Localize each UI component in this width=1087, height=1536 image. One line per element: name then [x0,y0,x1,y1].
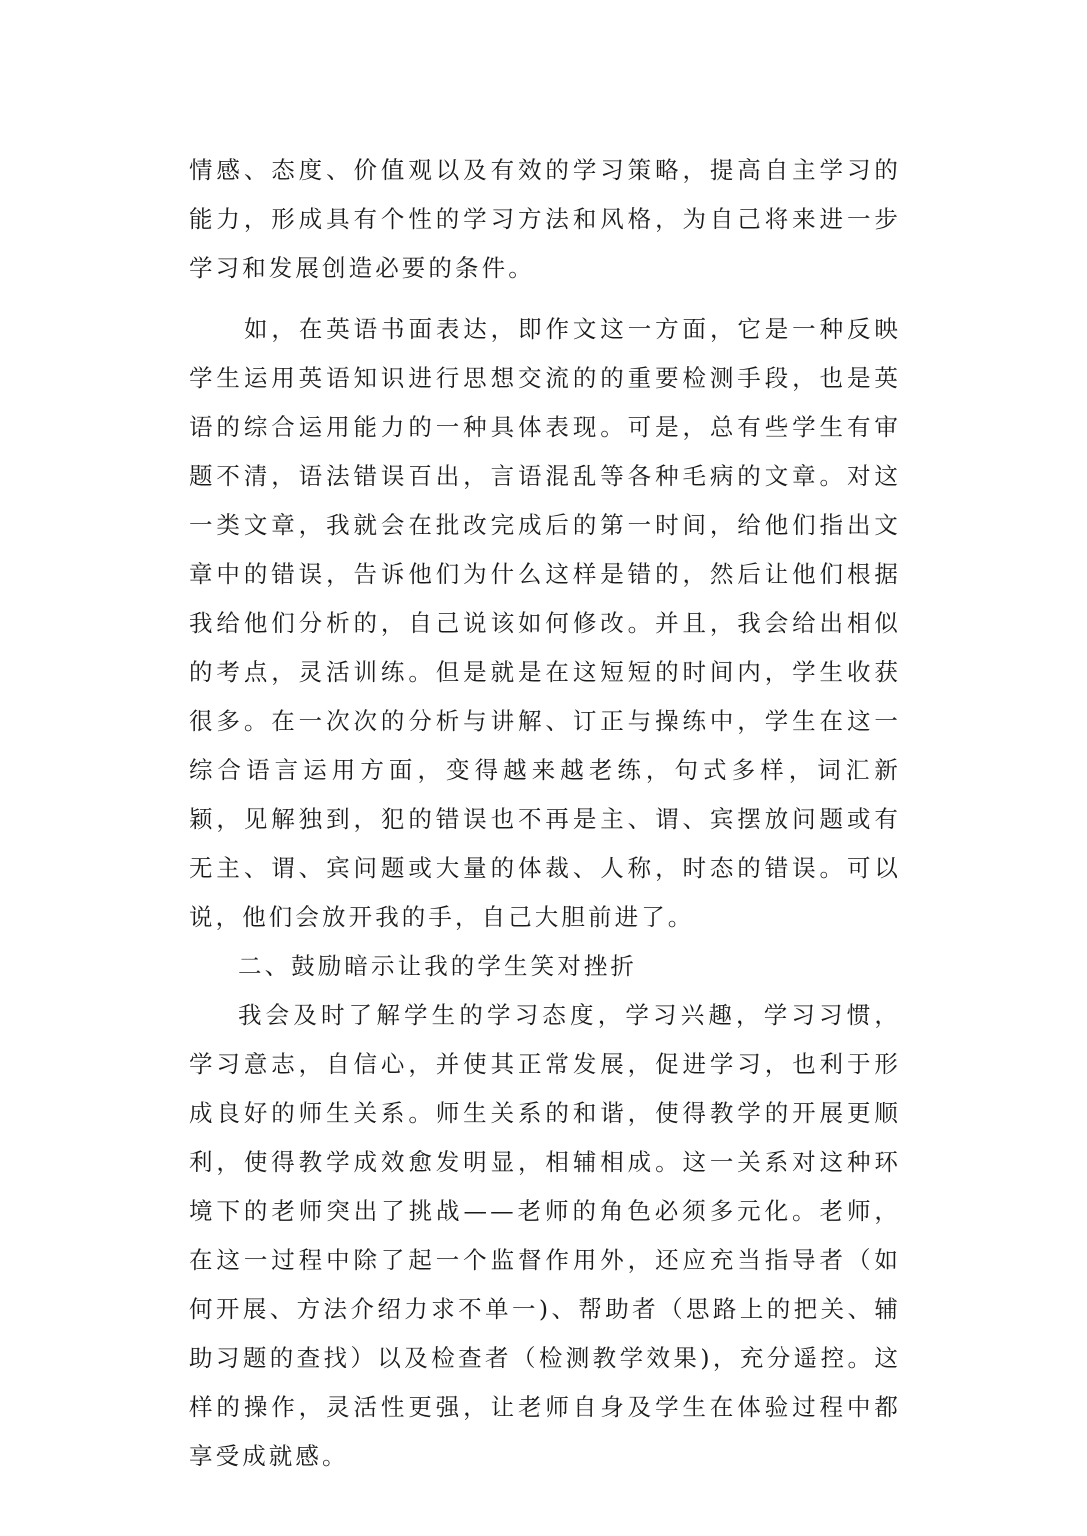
paragraph-teacher-role: 我会及时了解学生的学习态度，学习兴趣，学习习惯，学习意志，自信心，并使其正常发展，促进学习，也利于形成良好的师生关系。师生关系的和谐，使得教学的开展更顺利，使得教学成效愈发明显，相辅相成。这一关系对这种环境下的老师突出了挑战——老师的角色必须多元化。老师，在这一过程中除了起一个监督作用外，还应充当指导者（如何开展、方法介绍力求不单一)、帮助者（思路上的把关、辅助习题的查找）以及检查者（检测教学效果)，充分遥控。这样的操作，灵活性更强，让老师自身及学生在体验过程中都享受成就感。 [189,1001,901,1470]
paragraph-writing-example: 如，在英语书面表达，即作文这一方面，它是一种反映学生运用英语知识进行思想交流的的重要检测手段，也是英语的综合运用能力的一种具体表现。可是，总有些学生有审题不清，语法错误百出，言语混乱等各种毛病的文章。对这一类文章，我就会在批改完成后的第一时间，给他们指出文章中的错误，告诉他们为什么这样是错的，然后让他们根据我给他们分析的，自己说该如何修改。并且，我会给出相似的考点，灵活训练。但是就是在这短短的时间内，学生收获很多。在一次次的分析与讲解、订正与操练中，学生在这一综合语言运用方面，变得越来越老练，句式多样，词汇新颖，见解独到，犯的错误也不再是主、谓、宾摆放问题或有无主、谓、宾问题或大量的体裁、人称，时态的错误。可以说，他们会放开我的手，自己大胆前进了。 [189,315,901,931]
paragraph-continuation: 情感、态度、价值观以及有效的学习策略，提高自主学习的能力，形成具有个性的学习方法和风格，为自己将来进一步学习和发展创造必要的条件。 [189,156,901,282]
document-body [189,146,901,1481]
section-heading: 二、鼓励暗示让我的学生笑对挫折 [238,952,637,980]
